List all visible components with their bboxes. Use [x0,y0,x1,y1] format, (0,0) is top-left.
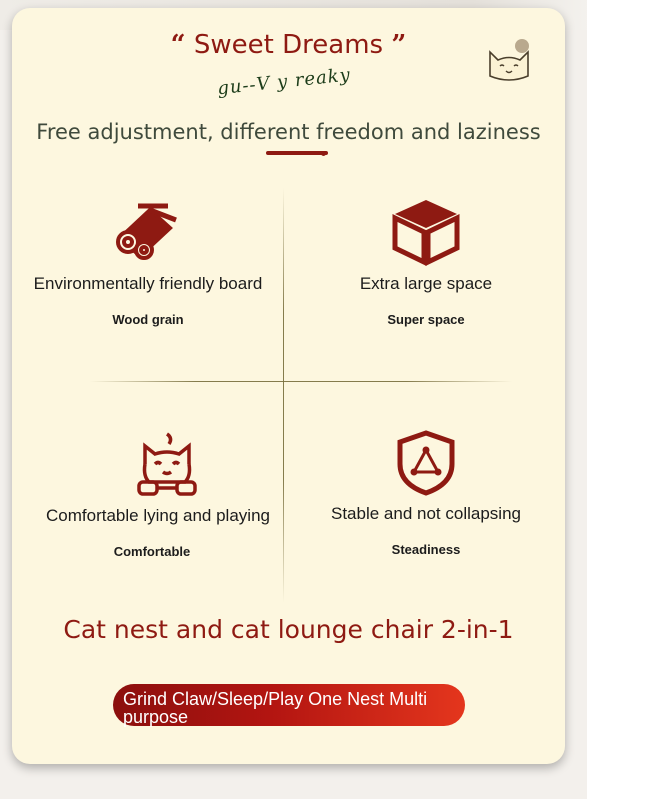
feature-tag: Comfortable [113,544,191,559]
background-right-margin [587,0,647,799]
feature-stable [288,432,564,557]
feature-tag: Steadiness [391,542,461,557]
title-text: Sweet Dreams [193,30,384,60]
page-title [12,30,565,60]
horizontal-divider [90,381,512,382]
page-subtitle: Free adjustment, different freedom and laziness [36,120,541,144]
feature-tag: Super space [387,312,465,327]
feature-name: Comfortable lying and playing [46,506,270,525]
handwritten-signature: gu‑‑V y reaky [216,64,352,100]
subtitle-underline-dot [321,151,326,156]
feature-tag: Wood grain [112,312,184,327]
feature-name: Extra large space [359,274,493,293]
feature-eco-board [12,198,286,327]
feature-name: Environmentally friendly board [33,274,263,293]
multipurpose-cta-button[interactable]: Grind Claw/Sleep/Play One Nest Multi purpose [113,684,465,726]
open-quote-mark: “ [170,30,186,60]
close-quote-mark: ” [391,30,407,60]
wood-logs-icon [110,198,186,260]
box-icon [391,196,461,266]
cat-face-icon [486,38,532,82]
sitting-cat-icon [135,432,199,498]
product-feature-card [12,8,565,764]
shield-triangle-icon [396,430,456,496]
feature-comfortable [20,432,296,559]
feature-name: Stable and not collapsing [331,504,521,523]
feature-large-space [288,198,564,327]
product-headline: Cat nest and cat lounge chair 2-in-1 [63,615,514,644]
subtitle-underline [266,151,328,155]
